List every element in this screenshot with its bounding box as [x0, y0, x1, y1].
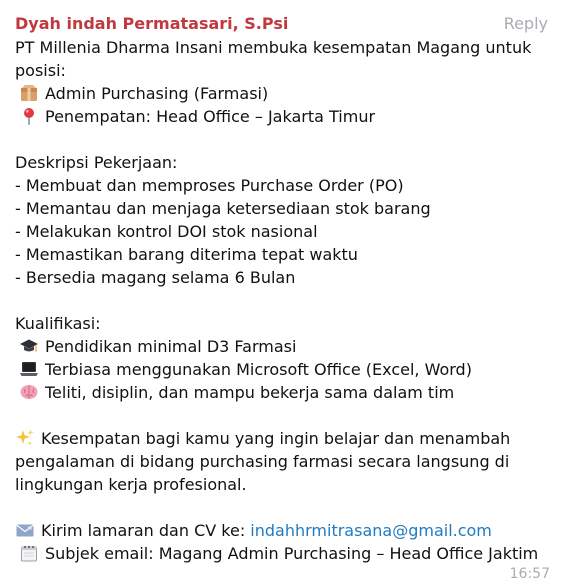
spacer	[15, 289, 552, 312]
opportunity-text-1: Kesempatan bagi kamu yang ingin belajar dan menambah	[41, 429, 511, 448]
spacer	[15, 128, 552, 151]
placement-text: Penempatan: Head Office – Jakarta Timur	[45, 107, 376, 126]
sender-name[interactable]: Dyah indah Permatasari, S.Psi	[15, 13, 289, 33]
position-line	[15, 82, 552, 105]
opportunity-line-2: pengalaman di bidang purchasing farmasi secara langsung di	[15, 452, 510, 471]
intro-line-1: PT Millenia Dharma Insani membuka kesempatan Magang untuk	[15, 38, 532, 57]
spiral-calendar-icon	[19, 543, 39, 563]
qualification-text: Teliti, disiplin, dan mampu bekerja sama dalam tim	[45, 383, 455, 402]
subject-line	[15, 542, 552, 565]
reply-button[interactable]: Reply	[503, 13, 548, 33]
job-desc-item: - Membuat dan memproses Purchase Order (PO)	[15, 176, 404, 195]
sparkles-icon	[15, 428, 35, 448]
qualification-item	[15, 335, 552, 358]
email-link[interactable]: indahhrmitrasana@gmail.com	[250, 521, 492, 540]
envelope-icon	[15, 520, 35, 540]
job-desc-item: - Memastikan barang diterima tepat waktu	[15, 245, 358, 264]
message-timestamp: 16:57	[509, 566, 550, 582]
laptop-icon	[19, 359, 39, 379]
brain-icon	[19, 382, 39, 402]
apply-text: Kirim lamaran dan CV ke:	[41, 521, 246, 540]
qualification-text: Terbiasa menggunakan Microsoft Office (Excel, Word)	[45, 360, 472, 379]
opportunity-line-3: lingkungan kerja profesional.	[15, 475, 247, 494]
qualification-item	[15, 381, 552, 404]
intro-line-2: posisi:	[15, 61, 66, 80]
round-pushpin-icon	[19, 106, 39, 126]
job-desc-item: - Melakukan kontrol DOI stok nasional	[15, 222, 318, 241]
qualification-text: Pendidikan minimal D3 Farmasi	[45, 337, 297, 356]
job-desc-item: - Memantau dan menjaga ketersediaan stok barang	[15, 199, 431, 218]
spacer	[15, 496, 552, 519]
graduation-cap-icon	[19, 336, 39, 356]
subject-text: Subjek email: Magang Admin Purchasing – Head Office Jaktim	[45, 544, 539, 563]
apply-line	[15, 519, 552, 542]
job-desc-item: - Bersedia magang selama 6 Bulan	[15, 268, 296, 287]
qualification-item	[15, 358, 552, 381]
message-header	[15, 10, 552, 36]
message-body	[15, 36, 552, 565]
job-desc-title: Deskripsi Pekerjaan:	[15, 153, 178, 172]
package-icon	[19, 83, 39, 103]
position-text: Admin Purchasing (Farmasi)	[45, 84, 269, 103]
spacer	[15, 404, 552, 427]
opportunity-line-1	[15, 427, 552, 450]
qualifications-title: Kualifikasi:	[15, 314, 101, 333]
placement-line	[15, 105, 552, 128]
